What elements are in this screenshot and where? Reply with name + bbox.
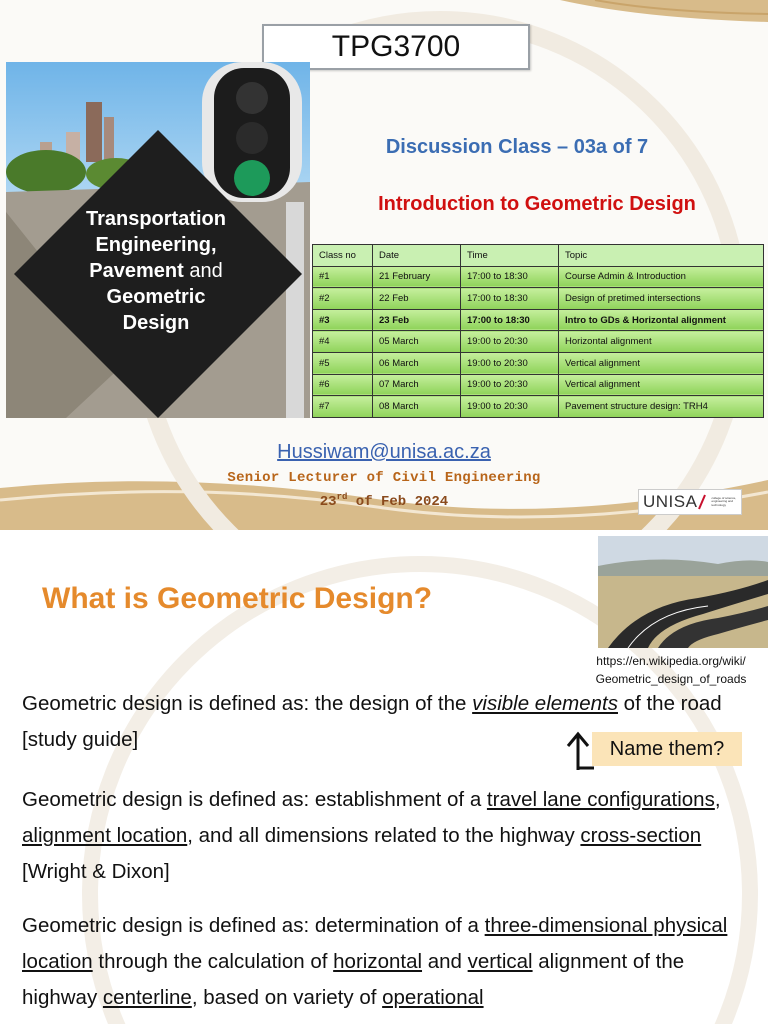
caption-line-2: Geometric_design_of_roads <box>595 672 747 686</box>
header-class-no: Class no <box>313 245 373 267</box>
discussion-title: Discussion Class – 03a of 7 <box>385 136 649 158</box>
cell-time: 19:00 to 20:30 <box>461 396 559 418</box>
cell-topic: Vertical alignment <box>559 352 764 374</box>
cell-topic: Vertical alignment <box>559 374 764 396</box>
cell-date: 23 Feb <box>373 309 461 331</box>
banner-line-3 <box>40 258 272 284</box>
definition-three-dimensional <box>22 908 752 1016</box>
cell-class-no: #1 <box>313 266 373 288</box>
cell-time: 17:00 to 18:30 <box>461 266 559 288</box>
banner-word-pavement: Pavement <box>89 260 184 282</box>
p3-text: and <box>422 950 468 973</box>
content-slide <box>0 534 768 1024</box>
cell-topic: Course Admin & Introduction <box>559 266 764 288</box>
logo-text: UNISA <box>643 492 698 511</box>
table-header-row <box>313 245 764 267</box>
cell-class-no: #3 <box>313 309 373 331</box>
table-row <box>313 352 764 374</box>
image-caption <box>582 652 760 688</box>
cell-date: 08 March <box>373 396 461 418</box>
banner-word-and: and <box>189 260 223 282</box>
unisa-logo <box>638 489 742 515</box>
logo-tagline: college of science, engineering and technology <box>711 495 737 507</box>
logo-mark-icon <box>697 493 707 511</box>
cell-date: 21 February <box>373 266 461 288</box>
header-date: Date <box>373 245 461 267</box>
cell-class-no: #6 <box>313 374 373 396</box>
p2-text: , <box>714 788 721 811</box>
banner-line-2: Engineering, <box>95 234 217 256</box>
cell-time: 17:00 to 18:30 <box>461 309 559 331</box>
table-row <box>313 331 764 353</box>
date-suffix: rd <box>336 492 348 502</box>
p1-text: Geometric design is defined as: the design of the <box>22 692 473 715</box>
cell-class-no: #2 <box>313 288 373 310</box>
p1-text-end: of the road [study guide] <box>22 692 722 751</box>
cell-date: 05 March <box>373 331 461 353</box>
p1-emphasis: visible elements <box>472 692 618 715</box>
cell-date: 07 March <box>373 374 461 396</box>
p3-underline-5: operational <box>382 986 484 1009</box>
banner-line-1: Transportation <box>85 208 226 230</box>
p2-underline-2: alignment location <box>22 824 188 847</box>
cell-date: 22 Feb <box>373 288 461 310</box>
cell-time: 19:00 to 20:30 <box>461 374 559 396</box>
p2-text: [Wright & Dixon] <box>22 860 170 883</box>
p3-underline-2: horizontal <box>333 950 423 973</box>
cell-time: 19:00 to 20:30 <box>461 352 559 374</box>
email-link[interactable]: Hussiwam@unisa.ac.za <box>277 441 491 463</box>
cell-date: 06 March <box>373 352 461 374</box>
cell-time: 19:00 to 20:30 <box>461 331 559 353</box>
p2-underline-1: travel lane configurations <box>486 788 715 811</box>
cell-class-no: #7 <box>313 396 373 418</box>
course-code: TPG3700 <box>262 24 530 70</box>
table-row <box>313 266 764 288</box>
table-row-current <box>313 309 764 331</box>
caption-line-1: https://en.wikipedia.org/wiki/ <box>596 654 746 668</box>
p2-text: Geometric design is defined as: establishment of a <box>22 788 487 811</box>
lecturer-role: Senior Lecturer of Civil Engineering <box>227 470 541 486</box>
cell-topic: Intro to GDs & Horizontal alignment <box>559 309 764 331</box>
winding-road-image <box>598 536 768 648</box>
p2-text: , and all dimensions related to the highway <box>187 824 581 847</box>
cell-class-no: #5 <box>313 352 373 374</box>
date-rest: of Feb 2024 <box>347 494 449 510</box>
p3-underline-3: vertical <box>467 950 533 973</box>
table-row <box>313 374 764 396</box>
p2-underline-3: cross-section <box>580 824 702 847</box>
table-row <box>313 396 764 418</box>
road-photo <box>598 536 768 648</box>
banner-title <box>40 206 272 336</box>
header-time: Time <box>461 245 559 267</box>
date-day: 23 <box>319 494 337 510</box>
cell-time: 17:00 to 18:30 <box>461 288 559 310</box>
schedule-table <box>312 244 764 418</box>
cell-topic: Design of pretimed intersections <box>559 288 764 310</box>
lecture-title: Introduction to Geometric Design <box>378 193 696 215</box>
p3-underline-1: three-dimensional physical location <box>22 914 728 973</box>
p3-underline-4: centerline <box>102 986 192 1009</box>
p3-text: , based on variety of <box>191 986 383 1009</box>
p3-text: Geometric design is defined as: determination of a <box>22 914 485 937</box>
cell-class-no: #4 <box>313 331 373 353</box>
p3-text: through the calculation of <box>92 950 334 973</box>
cell-topic: Pavement structure design: TRH4 <box>559 396 764 418</box>
table-row <box>313 288 764 310</box>
callout-box: Name them? <box>592 732 742 766</box>
banner-line-5: Design <box>122 312 190 334</box>
slide-title: What is Geometric Design? <box>42 582 433 615</box>
header-topic: Topic <box>559 245 764 267</box>
cell-topic: Horizontal alignment <box>559 331 764 353</box>
p3-text: alignment of the highway <box>22 950 685 1009</box>
banner-line-4: Geometric <box>106 286 206 308</box>
definition-wright-dixon <box>22 782 752 890</box>
